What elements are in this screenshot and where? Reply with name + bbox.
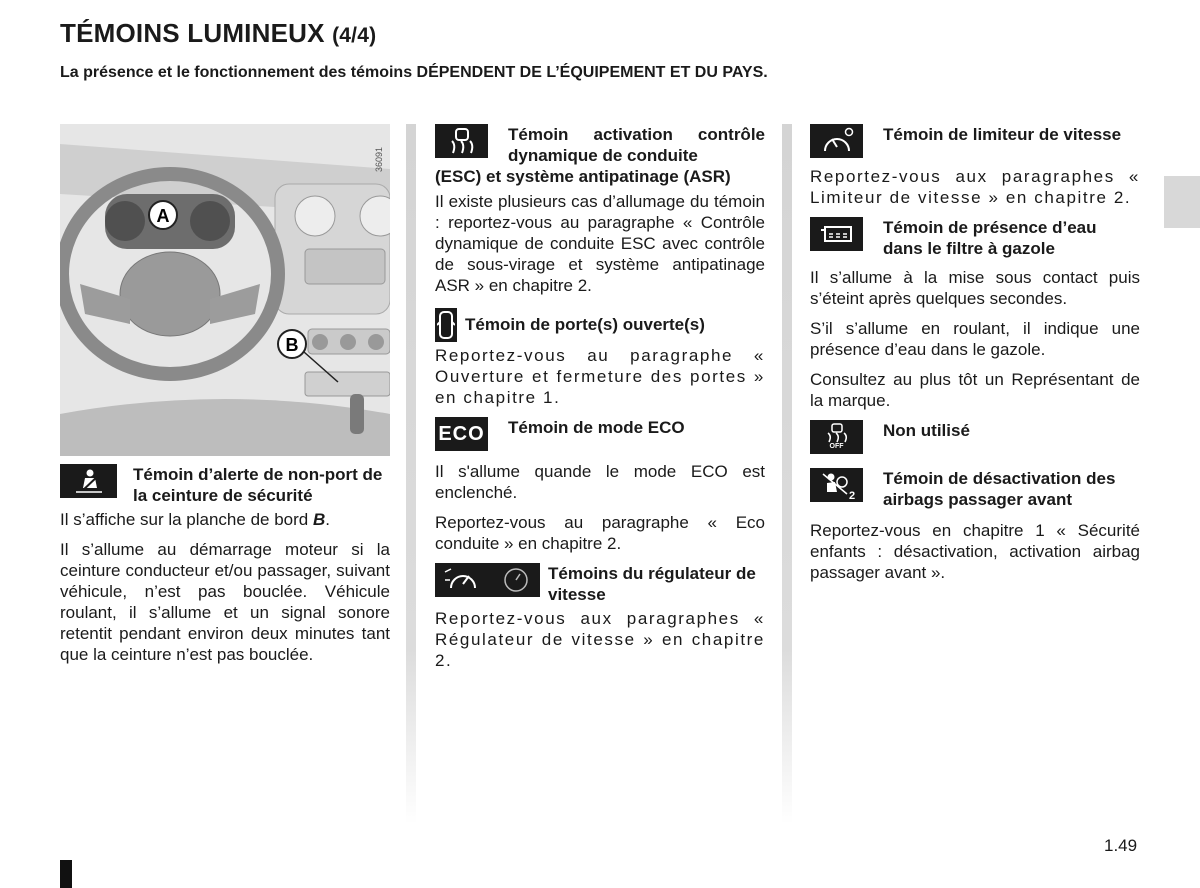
speed-limiter-icon xyxy=(810,124,863,158)
limiter-heading-row xyxy=(810,124,1140,158)
page-marker-bar xyxy=(60,860,72,888)
dashboard-drawing xyxy=(60,124,390,456)
esc-heading-a: Témoin activation contrôle dynamique de conduite xyxy=(508,125,765,165)
eco-text-2: Reportez-vous au paragraphe « Eco conduite » en chapitre 2. xyxy=(435,513,765,553)
water-heading-row xyxy=(810,217,1140,259)
esc-skid-icon xyxy=(435,124,488,158)
door-heading-row xyxy=(435,308,765,342)
esc-off-icon xyxy=(810,420,863,454)
seatbelt-warning-icon xyxy=(60,464,117,498)
label-a: A xyxy=(156,206,170,226)
eco-mode-icon: ECO xyxy=(435,417,488,451)
seatbelt-text-1: Il s’affiche sur la planche de bord B. xyxy=(60,510,330,529)
cruise-standby-icon xyxy=(500,566,532,594)
door-text: Reportez-vous au paragraphe « Ouverture et fermeture des portes » en chapitre 1. xyxy=(435,346,765,407)
cruise-text: Reportez-vous aux paragraphes « Régulateur de vitesse » en chapitre 2. xyxy=(435,609,765,670)
limiter-heading: Témoin de limiteur de vitesse xyxy=(883,125,1122,144)
water-text-2: S’il s’allume en roulant, il indique une présence d’eau dans le gazole. xyxy=(810,319,1140,359)
cruise-heading: Témoins du régulateur de vitesse xyxy=(548,564,756,604)
airbag-heading-row xyxy=(810,468,1140,510)
intro-text: La présence et le fonctionnement des témoins DÉPENDENT DE L’ÉQUIPEMENT ET DU PAYS. xyxy=(60,64,768,81)
column-2 xyxy=(435,124,765,680)
door-open-icon xyxy=(435,308,457,342)
page-number: 1.49 xyxy=(1104,836,1138,855)
cruise-control-icon xyxy=(435,563,540,597)
water-in-fuel-icon xyxy=(810,217,863,251)
eco-heading: Témoin de mode ECO xyxy=(508,418,685,437)
eco-text-1: Il s'allume quande le mode ECO est enclenché. xyxy=(435,462,765,502)
unused-heading: Non utilisé xyxy=(883,421,970,440)
figure-ref: 36091 xyxy=(374,146,384,172)
eco-heading-row xyxy=(435,417,765,451)
esc-heading-block xyxy=(435,124,765,187)
door-heading: Témoin de porte(s) ouverte(s) xyxy=(465,315,705,334)
column-1 xyxy=(60,124,390,674)
seatbelt-text-2: Il s’allume au démarrage moteur si la ceinture conducteur et/ou passager, suivant véhicule, n’est pas bouclée. Véhicule roulant, il s’allume et un signal sonore retentit pendant environ deux minutes tant que la ceinture n’est pas bouclée. xyxy=(60,540,390,664)
airbag-heading: Témoin de désactivation des airbags passager avant xyxy=(883,469,1116,509)
cruise-active-icon xyxy=(443,566,483,594)
airbag-text: Reportez-vous en chapitre 1 « Sécurité enfants : désactivation, activation airbag passager avant ». xyxy=(810,521,1140,582)
cruise-heading-row xyxy=(435,563,765,605)
column-separator xyxy=(782,124,792,824)
section-tab xyxy=(1164,176,1200,228)
seatbelt-heading-row xyxy=(60,464,390,506)
water-text-3: Consultez au plus tôt un Représentant de la marque. xyxy=(810,370,1140,410)
label-b: B xyxy=(285,335,299,355)
seatbelt-heading: Témoin d’alerte de non-port de la ceinture de sécurité xyxy=(133,465,383,505)
page-title-suffix: (4/4) xyxy=(332,24,377,47)
water-text-1: Il s’allume à la mise sous contact puis s’éteint après quelques secondes. xyxy=(810,268,1140,308)
ref-b: B xyxy=(312,510,326,529)
esc-heading-b: (ESC) et système antipatinage (ASR) xyxy=(435,167,731,186)
limiter-text: Reportez-vous aux paragraphes « Limiteur de vitesse » en chapitre 2. xyxy=(810,167,1140,207)
water-heading: Témoin de présence d’eau dans le filtre à gazole xyxy=(883,218,1097,258)
unused-heading-row xyxy=(810,420,1140,454)
airbag-off-icon xyxy=(810,468,863,502)
column-separator xyxy=(406,124,416,824)
off-label: OFF xyxy=(829,443,844,450)
column-3 xyxy=(810,124,1140,592)
dashboard-illustration xyxy=(60,124,390,456)
esc-text: Il existe plusieurs cas d’allumage du témoin : reportez-vous au paragraphe « Contrôle dynamique de conduite ESC avec contrôle de sous-virage et système antipatinage ASR » en chapitre 2. xyxy=(435,192,765,295)
page-title: TÉMOINS LUMINEUX (4/4) xyxy=(60,18,377,48)
airbag-icon-number: 2 xyxy=(848,490,855,500)
